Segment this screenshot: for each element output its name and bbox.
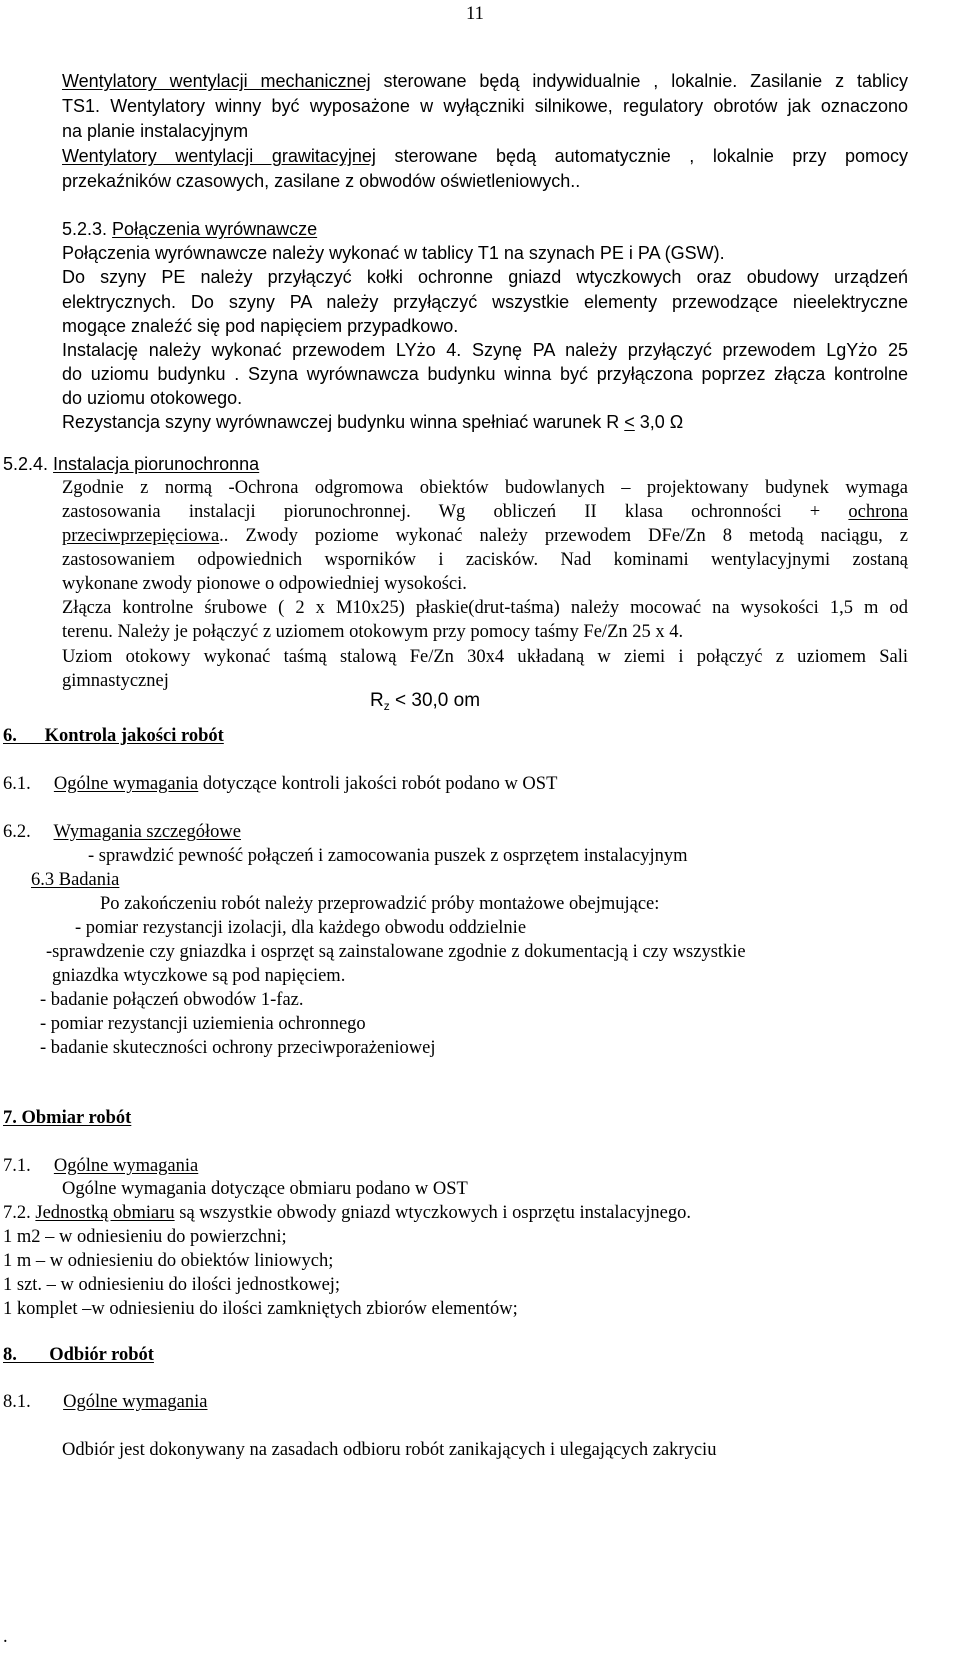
footer-dot: . [3,1627,8,1647]
paragraph-line: mogące znaleźć się pod napięciem przypadkowo. [62,316,459,336]
paragraph-line: 6.1. Ogólne wymagania dotyczące kontroli jakości robót podano w OST [3,774,558,794]
paragraph-line: terenu. Należy je połączyć z uziomem otokowym przy pomocy taśmy Fe/Zn 25 x 4. [62,622,684,642]
page-number: 11 [466,4,484,24]
paragraph-line: Instalację należy wykonać przewodem LYżo 4. Szynę PA należy przyłączyć przewodem LgYżo 25 [62,340,908,360]
paragraph-line: Do szyny PE należy przyłączyć kołki ochronne gniazd wtyczkowych oraz obudowy urządzeń [62,267,908,287]
list-item: - pomiar rezystancji izolacji, dla każdego obwodu oddzielnie [75,918,527,938]
paragraph-line: przekaźników czasowych, zasilane z obwodów oświetleniowych.. [62,171,581,191]
paragraph-line: TS1. Wentylatory winny być wyposażone w wyłączniki silnikowe, regulatory obrotów jak oznaczono [62,96,908,116]
paragraph-line: Zgodnie z normą -Ochrona odgromowa obiektów budowlanych – projektowany budynek wymaga [62,478,908,498]
paragraph-line: wykonane zwody pionowe o odpowiedniej wysokości. [62,574,467,594]
paragraph-line: zastosowania instalacji piorunochronnej. Wg obliczeń II klasa ochronności + ochrona [62,502,908,522]
paragraph-line: zastosowaniem odpowiednich wsporników i zacisków. Nad kominami wentylacyjnymi zostaną [62,550,908,570]
paragraph-line: Połączenia wyrównawcze należy wykonać w tablicy T1 na szynach PE i PA (GSW). [62,243,725,263]
paragraph-line: Wentylatory wentylacji grawitacyjnej sterowane będą automatycznie , lokalnie przy pomocy [62,146,908,166]
list-item: - badanie połączeń obwodów 1-faz. [40,990,304,1010]
paragraph-line: do uziomu budynku . Szyna wyrównawcza budynku winna być przyłączona poprzez złącza kontrolne [62,364,908,384]
section-heading: 5.2.3. Połączenia wyrównawcze [62,219,318,239]
section-heading: 6. Kontrola jakości robót [3,726,224,746]
list-item: - badanie skuteczności ochrony przeciwporażeniowej [40,1038,436,1058]
list-item: 1 komplet –w odniesieniu do ilości zamkniętych zbiorów elementów; [3,1299,518,1319]
underlined-word: ochrona [848,502,908,522]
paragraph-line: do uziomu otokowego. [62,388,243,408]
section-heading: 8. Odbiór robót [3,1345,154,1365]
list-item: 1 szt. – w odniesieniu do ilości jednostkowej; [3,1275,341,1295]
paragraph-line: Złącza kontrolne śrubowe ( 2 x M10x25) płaskie(drut-taśma) należy mocować na wysokości 1,5 m od [62,598,908,618]
list-item: 1 m – w odniesieniu do obiektów liniowych; [3,1251,334,1271]
paragraph-line: gimnastycznej [62,671,169,691]
paragraph-line: Rezystancja szyny wyrównawczej budynku winna spełniać warunek R < 3,0 Ω [62,412,684,432]
paragraph-line: Uziom otokowy wykonać taśmą stalową Fe/Zn 30x4 układaną w ziemi i połączyć z uziomem Sali [62,647,908,667]
paragraph-line: Ogólne wymagania dotyczące obmiaru podano w OST [62,1179,468,1199]
resistance-formula: $R_z < 30,0$ om [370,690,481,713]
section-heading: 5.2.4. Instalacja piorunochronna [3,454,260,474]
section-heading: 8.1. Ogólne wymagania [3,1392,208,1412]
list-item: -sprawdzenie czy gniazdka i osprzęt są zainstalowane zgodnie z dokumentacją i czy wszystkie [46,942,746,962]
list-item: 1 m2 – w odniesieniu do powierzchni; [3,1227,287,1247]
list-item: gniazdka wtyczkowe są pod napięciem. [52,966,346,986]
paragraph-line: 7.2. Jednostką obmiaru są wszystkie obwody gniazd wtyczkowych i osprzętu instalacyjnego. [3,1203,691,1223]
paragraph-line: - sprawdzić pewność połączeń i zamocowania puszek z osprzętem instalacyjnym [88,846,688,866]
section-heading: 6.3 Badania [31,870,120,890]
paragraph-line: Wentylatory wentylacji mechanicznej sterowane będą indywidualnie , lokalnie. Zasilanie z tablicy [62,71,908,91]
section-heading: 6.2. Wymagania szczegółowe [3,822,241,842]
list-item: - pomiar rezystancji uziemienia ochronnego [40,1014,366,1034]
section-heading: 7.1. Ogólne wymagania [3,1156,199,1176]
less-equal-symbol: < [624,412,635,432]
paragraph-line: Po zakończeniu robót należy przeprowadzić próby montażowe obejmujące: [100,894,660,914]
paragraph-line: elektrycznych. Do szyny PA należy przyłączyć wszystkie elementy przewodzące nieelektryczne [62,292,908,312]
section-heading: 7. Obmiar robót [3,1108,132,1128]
paragraph-line: Odbiór jest dokonywany na zasadach odbioru robót zanikających i ulegających zakryciu [62,1440,717,1460]
paragraph-line: przeciwprzepięciowa.. Zwody poziome wykonać należy przewodem DFe/Zn 8 metodą naciągu, z [62,526,908,546]
paragraph-line: na planie instalacyjnym [62,121,249,141]
